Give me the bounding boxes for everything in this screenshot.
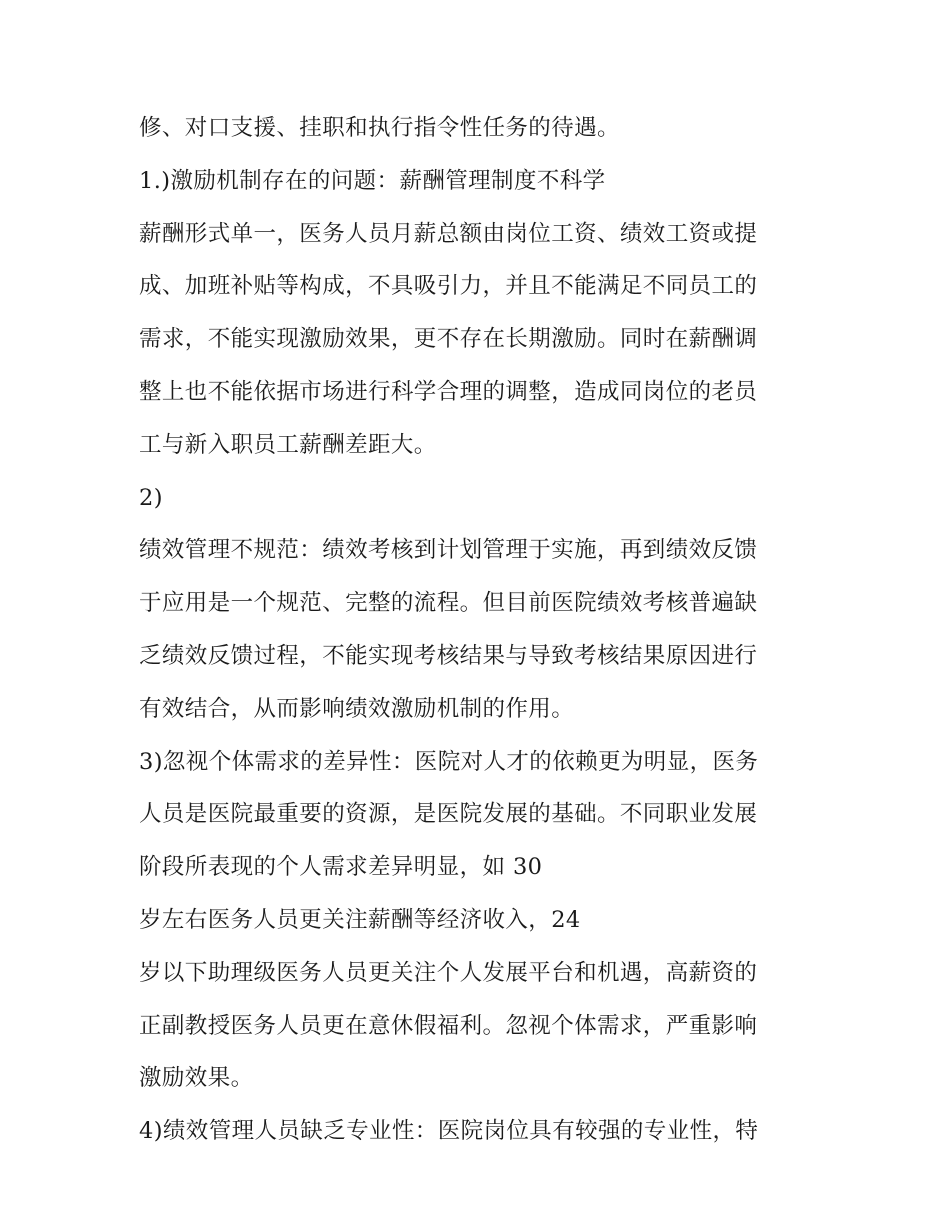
text-line: 乏绩效反馈过程，不能实现考核结果与导致考核结果原因进行	[139, 642, 758, 669]
text-line: 薪酬形式单一，医务人员月薪总额由岗位工资、绩效工资或提	[139, 220, 758, 247]
text-line: 岁以下助理级医务人员更关注个人发展平台和机遇，高薪资的	[139, 959, 758, 986]
text-line: 4)绩效管理人员缺乏专业性：医院岗位具有较强的专业性，特	[139, 1118, 759, 1145]
text-line: 1.)激励机制存在的问题：薪酬管理制度不科学	[139, 167, 606, 194]
text-line: 修、对口支援、挂职和执行指令性任务的待遇。	[139, 115, 620, 141]
text-line: 整上也不能依据市场进行科学合理的调整，造成同岗位的老员	[139, 378, 758, 405]
text-line: 于应用是一个规范、完整的流程。但目前医院绩效考核普遍缺	[139, 590, 758, 617]
text-line: 成、加班补贴等构成，不具吸引力，并且不能满足不同员工的	[139, 273, 758, 300]
text-line: 有效结合，从而影响绩效激励机制的作用。	[139, 695, 575, 722]
text-line: 激励效果。	[139, 1065, 254, 1092]
text-line: 正副教授医务人员更在意休假福利。忽视个体需求，严重影响	[139, 1012, 758, 1039]
text-line: 岁左右医务人员更关注薪酬等经济收入，24	[139, 906, 581, 933]
text-line: 人员是医院最重要的资源，是医院发展的基础。不同职业发展	[139, 801, 758, 828]
text-line: 3)忽视个体需求的差异性：医院对人才的依赖更为明显，医务	[139, 748, 759, 775]
text-line: 阶段所表现的个人需求差异明显，如 30	[139, 854, 543, 881]
text-line: 工与新入职员工薪酬差距大。	[139, 431, 437, 458]
text-line: 绩效管理不规范：绩效考核到计划管理于实施，再到绩效反馈	[139, 537, 758, 564]
text-line: 2)	[139, 484, 163, 511]
text-line: 需求，不能实现激励效果，更不存在长期激励。同时在薪酬调	[139, 326, 758, 353]
body-text	[139, 106, 819, 1162]
